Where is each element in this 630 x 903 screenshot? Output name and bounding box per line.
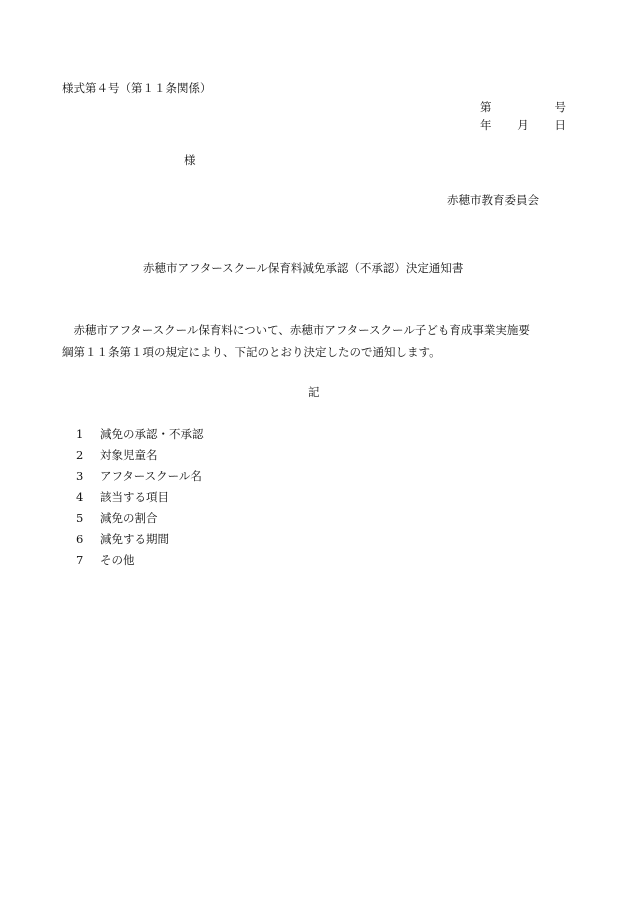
document-date	[480, 118, 566, 132]
item-number: 7	[76, 553, 84, 567]
ki-heading: 記	[308, 385, 320, 399]
issuer: 赤穂市教育委員会	[447, 193, 539, 207]
item-label: 該当する項目	[100, 490, 169, 504]
item-label: 減免の割合	[100, 511, 158, 525]
date-month: 月	[517, 118, 529, 132]
list-item	[76, 427, 204, 448]
item-number: 2	[76, 448, 84, 462]
body-line-2: 綱第１１条第１項の規定により、下記のとおり決定したので通知します。	[62, 345, 441, 359]
item-label: 対象児童名	[100, 448, 158, 462]
body-line-1: 赤穂市アフタースクール保育料について、赤穂市アフタースクール子ども育成事業実施要	[62, 323, 530, 337]
list-item	[76, 490, 204, 511]
item-label: 減免する期間	[100, 532, 169, 546]
item-label: 減免の承認・不承認	[100, 427, 204, 441]
date-day: 日	[554, 118, 566, 132]
list-item	[76, 511, 204, 532]
document-number	[480, 100, 566, 114]
form-number-label: 様式第４号（第１１条関係）	[62, 81, 212, 95]
list-item	[76, 469, 204, 490]
list-item	[76, 448, 204, 469]
number-suffix: 号	[554, 100, 566, 114]
body-paragraph	[62, 319, 570, 363]
item-number: 4	[76, 490, 84, 504]
item-number: 6	[76, 532, 84, 546]
item-label: その他	[100, 553, 135, 567]
list-item	[76, 532, 204, 553]
addressee-suffix: 様	[184, 153, 196, 167]
document-title: 赤穂市アフタースクール保育料減免承認（不承認）決定通知書	[143, 261, 464, 275]
date-year: 年	[480, 118, 492, 132]
item-list	[76, 427, 204, 574]
number-prefix: 第	[480, 100, 492, 114]
item-label: アフタースクール名	[100, 469, 202, 483]
item-number: 5	[76, 511, 84, 525]
list-item	[76, 553, 204, 574]
item-number: 1	[76, 427, 84, 441]
item-number: 3	[76, 469, 84, 483]
